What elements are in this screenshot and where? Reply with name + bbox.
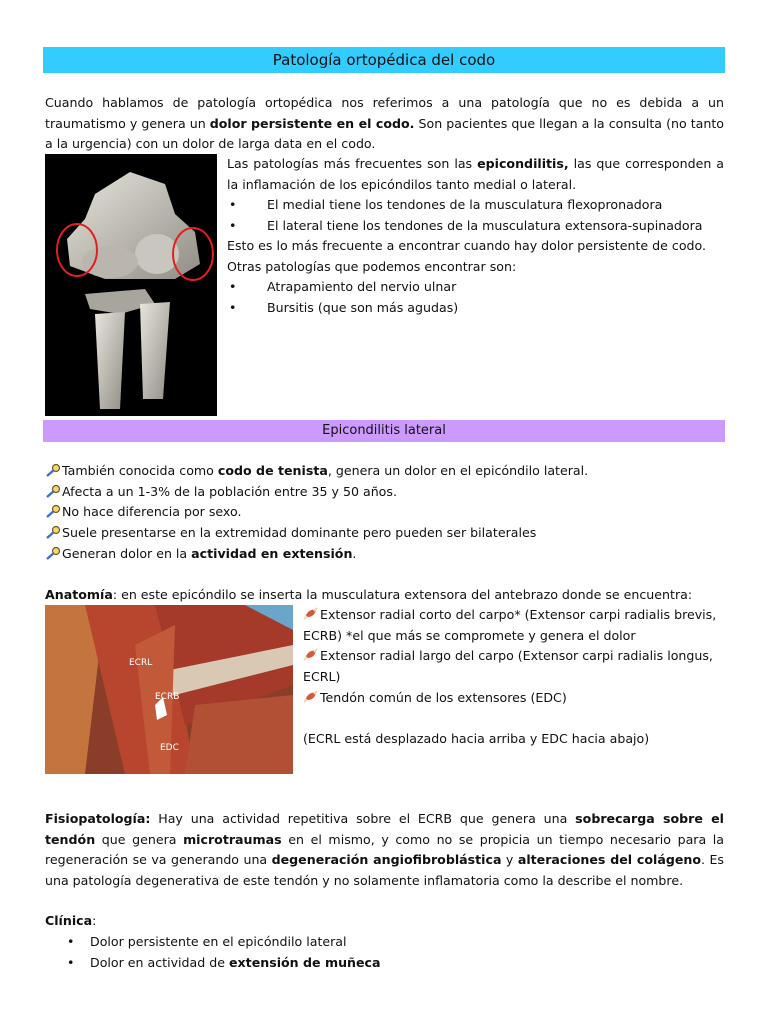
intro-text-2: Son pacientes que llegan a la consulta (no tanto a la urgencia) con un dolor de larga data en el codo. [45,115,724,151]
list-item: • Dolor en actividad de extensión de muñeca [67,954,381,970]
clinic-heading: Clínica: [45,913,97,928]
label-ecrb: ECRB [155,692,180,702]
magnifier-icon [45,484,61,498]
forearm-dissection-image [45,605,293,774]
magnifier-icon [45,504,61,518]
list-item: También conocida como codo de tenista, genera un dolor en el epicóndilo lateral. [45,461,588,482]
magnifier-icon [45,525,61,539]
muscle-icon [303,648,318,662]
list-item: Generan dolor en la actividad en extensión. [45,544,588,565]
anatomy-intro: Anatomía: en este epicóndilo se inserta la musculatura extensora del antebrazo donde se encuentra: [45,587,693,602]
magnifier-icon [45,546,61,560]
epicondilitis-list [45,461,588,565]
intro-bold: dolor persistente en el codo. [209,115,415,131]
label-edc: EDC [160,743,179,753]
intro-text: Cuando hablamos de patología ortopédica nos referimos a una patología que no es debida a un traumatismo y genera un [45,95,724,131]
list-item: • Atrapamiento del nervio ulnar [229,279,457,294]
clinic-list [45,932,381,973]
anatomy-muscle-list: Extensor radial corto del carpo* (Extensor carpi radialis brevis, ECRB) *el que más se compromete y genera el dolor Extensor radial largo del carpo (Extensor carpi radialis longus, ECRL) Tendón común de los extensores (EDC) (ECRL está desplazado hacia arriba y EDC hacia abajo) [303,605,724,750]
list-item: Extensor radial largo del carpo (Extensor carpi radialis longus, [303,646,724,667]
list-item: • El medial tiene los tendones de la musculatura flexopronadora [229,197,663,212]
list-item: • Bursitis (que son más agudas) [229,299,459,315]
list-item: Tendón común de los extensores (EDC) [303,688,724,709]
label-ecrl: ECRL [129,658,153,668]
physiopathology-paragraph: Fisiopatología: Hay una actividad repetitiva sobre el ECRB que genera una sobrecarga sobre el tendón que genera microtraumas en el mismo, y como no se propicia un tiempo necesario para la regeneración se va generando una degeneración angiofibroblástica y alteraciones del colágeno. Es una patología degenerativa de este tendón y no solamente inflamatoria como la describe el nombre. [45,811,724,888]
list-item: • El lateral tiene los tendones de la musculatura extensora-supinadora [229,217,703,233]
muscle-icon [303,690,318,704]
list-item: Suele presentarse en la extremidad dominante pero pueden ser bilaterales [45,523,588,544]
intro-paragraph [45,93,724,155]
frequent-pathologies: Las patologías más frecuentes son las epicondilitis, las que corresponden a la inflamación de los epicóndilos tanto medial o lateral. • El medial tiene los tendones de la musculatura flexopronadora • El lateral tiene los tendones de la musculatura extensora-supinadora Esto es lo más frecuente a encontrar cuando hay dolor persistente de codo. Otras patologías que podemos encontrar son: • Atrapamiento del nervio ulnar • Bursitis (que son más agudas) [227,154,724,318]
list-item: Extensor radial corto del carpo* (Extensor carpi radialis brevis, [303,605,724,626]
muscle-icon [303,607,318,621]
list-item: Afecta a un 1-3% de la población entre 35 y 50 años. [45,482,588,503]
list-item: No hace diferencia por sexo. [45,502,588,523]
list-item: • Dolor persistente en el epicóndilo lateral [67,934,347,949]
page-title: Patología ortopédica del codo [43,47,725,73]
magnifier-icon [45,463,61,477]
section-heading-epicondilitis: Epicondilitis lateral [43,420,725,442]
elbow-bones-image [45,154,217,416]
